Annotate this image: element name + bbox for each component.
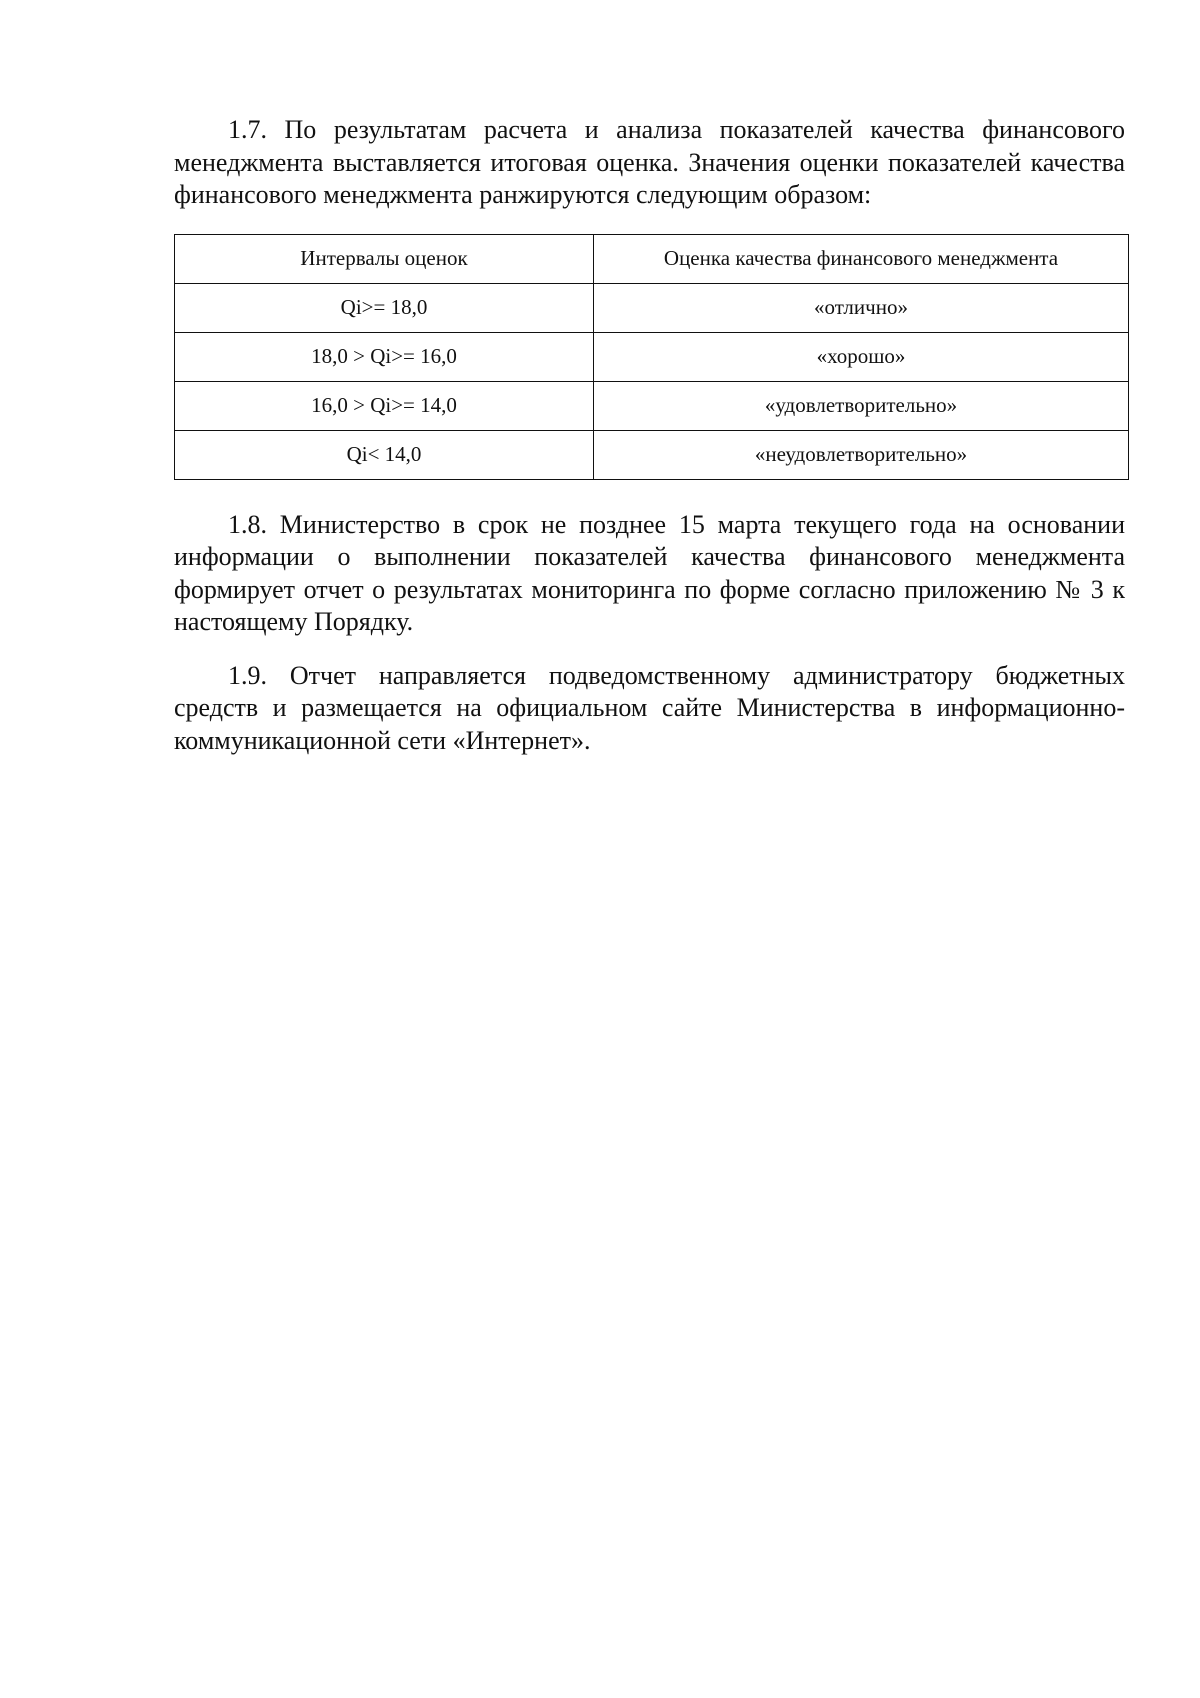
- grade-cell: «удовлетворительно»: [594, 381, 1129, 430]
- grade-cell: «хорошо»: [594, 332, 1129, 381]
- grades-table: [174, 234, 1129, 480]
- header-grade: Оценка качества финансового менеджмента: [594, 234, 1129, 283]
- paragraph-1-7: 1.7. По результатам расчета и анализа показателей качества финансового менеджмента выставляется итоговая оценка. Значения оценки показателей качества финансового менеджмента ранжируются следующим образом:: [174, 115, 1125, 209]
- document-page: [174, 114, 1125, 757]
- table-row: [175, 332, 1129, 381]
- interval-cell: 16,0 > Qi>= 14,0: [175, 381, 594, 430]
- header-intervals: Интервалы оценок: [175, 234, 594, 283]
- interval-cell: Qi< 14,0: [175, 430, 594, 479]
- grade-cell: «отлично»: [594, 283, 1129, 332]
- interval-cell: Qi>= 18,0: [175, 283, 594, 332]
- paragraph-1-9: 1.9. Отчет направляется подведомственному администратору бюджетных средств и размещается на официальном сайте Министерства в информационно-коммуникационной сети «Интернет».: [174, 660, 1125, 755]
- grade-cell: «неудовлетворительно»: [594, 430, 1129, 479]
- paragraph-1-8: 1.8. Министерство в срок не позднее 15 марта текущего года на основании информации о выполнении показателей качества финансового менеджмента формирует отчет о результатах мониторинга по форме согласно приложению № 3 к настоящему Порядку.: [174, 509, 1125, 636]
- table-row: [175, 283, 1129, 332]
- interval-cell: 18,0 > Qi>= 16,0: [175, 332, 594, 381]
- table-row: [175, 381, 1129, 430]
- table-header-row: [175, 234, 1129, 283]
- table-row: [175, 430, 1129, 479]
